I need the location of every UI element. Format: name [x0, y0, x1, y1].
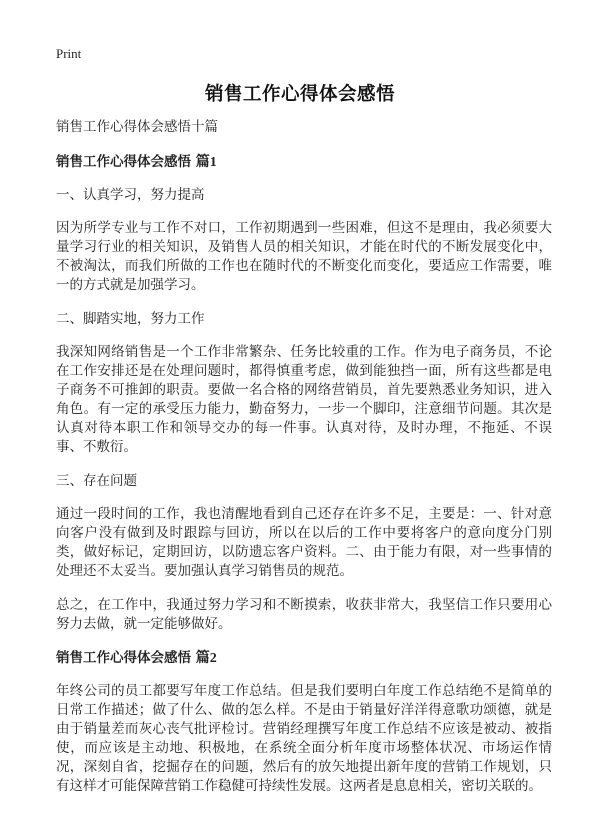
print-link[interactable]: Print — [56, 46, 82, 61]
page-title: 销售工作心得体会感悟 — [204, 84, 395, 105]
section-heading — [56, 649, 552, 668]
subheading: 三、存在问题 — [56, 473, 137, 489]
subheading: 二、脚踏实地，努力工作 — [56, 311, 205, 327]
section-1 — [56, 153, 552, 634]
section-heading-text: 销售工作心得体会感悟 — [56, 650, 191, 666]
subheading: 一、认真学习，努力提高 — [56, 187, 205, 203]
section-heading — [56, 153, 552, 172]
paragraph: 我深知网络销售是一个工作非常繁杂、任务比较重的工作。作为电子商务员，不论在工作安排还是在处理问题时，都得慎重考虑，做到能独挡一面，所有这些都是电子商务不可推卸的职责。要做一名合格的网络营销员，首先要熟悉业务知识，进入角色。有一定的承受压力能力，勤奋努力，一步一个脚印，注意细节问题。其次是认真对待本职工作和领导交办的每一件事。认真对待，及时办理，不拖延、不误事、不敷衍。 — [56, 344, 552, 455]
document-body — [56, 118, 552, 811]
paragraph: 年终公司的员工都要写年度工作总结。但是我们要明白年度工作总结绝不是简单的日常工作描述；做了什么、做的怎么样。不是由于销量好洋洋得意歌功颂德，就是由于销量差而灰心丧气批评检讨。营销经理撰写年度工作总结不应该是被动、被指使，而应该是主动地、积极地，在系统全面分析年度市场整体状况、市场运作情况，深刻自省，挖掘存在的问题，然后有的放矢地提出新年度的营销工作规划，只有这样才可能保障营销工作稳健可持续性发展。这两者是息息相关，密切关联的。 — [56, 683, 552, 794]
document-subtitle: 销售工作心得体会感悟十篇 — [56, 119, 218, 135]
section-heading-text: 销售工作心得体会感悟 — [56, 154, 191, 170]
paragraph: 因为所学专业与工作不对口，工作初期遇到一些困难，但这不是理由，我必须要大量学习行业的相关知识，及销售人员的相关知识，才能在时代的不断发展变化中，不被淘汰，而我们所做的工作也在随时代的不断变化而变化，要适应工作需要，唯一的方式就是加强学习。 — [56, 220, 552, 293]
section-2 — [56, 649, 552, 796]
paragraph: 通过一段时间的工作，我也清醒地看到自己还存在许多不足，主要是：一、针对意向客户没有做到及时跟踪与回访，所以在以后的工作中要将客户的意向度分门别类，做好标记，定期回访，以防遗忘客户资料。二、由于能力有限，对一些事情的处理还不太妥当。要加强认真学习销售员的规范。 — [56, 506, 552, 579]
section-heading-number: 篇1 — [195, 155, 217, 170]
section-heading-number: 篇2 — [195, 651, 217, 666]
paragraph: 总之，在工作中，我通过努力学习和不断摸索，收获非常大，我坚信工作只要用心努力去做，就一定能够做好。 — [56, 597, 552, 632]
